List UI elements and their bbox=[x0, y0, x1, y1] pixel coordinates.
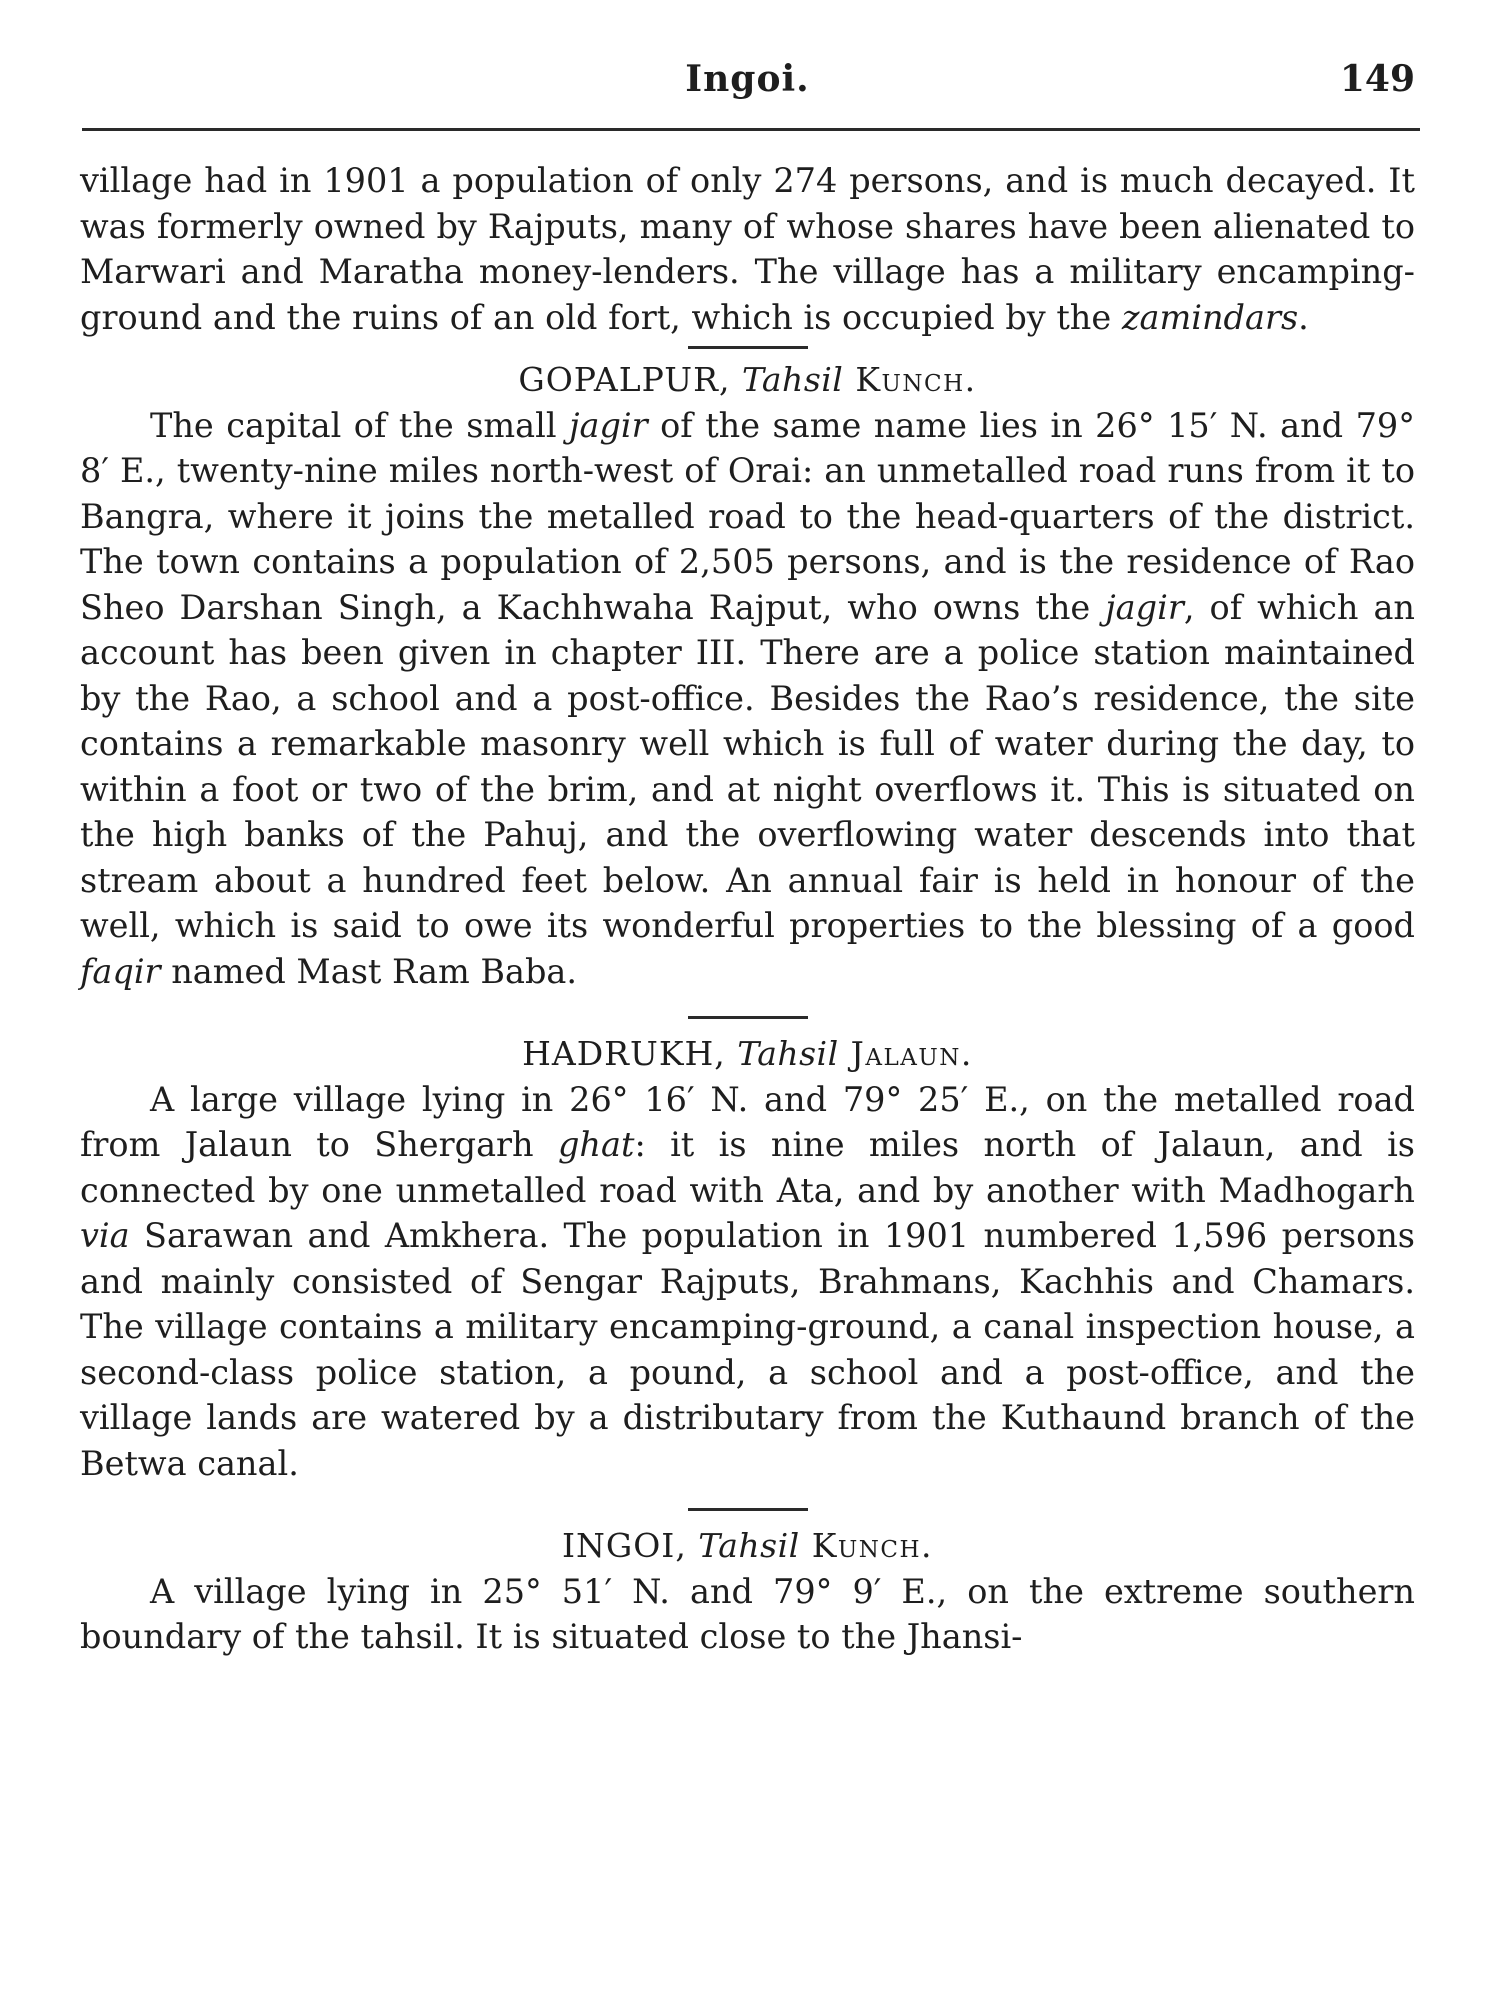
section-heading-gopalpur bbox=[80, 357, 1415, 403]
heading-name: GOPALPUR, bbox=[518, 360, 742, 399]
page-title: Ingoi. bbox=[685, 58, 810, 100]
gopalpur-text-1: The capital of the small bbox=[150, 405, 570, 445]
intro-text-1: village had in 1901 a population of only 274 persons, and is much decayed. It was formerly owned by Rajputs, many of whose shares have been alienated to Marwari and Maratha money-lenders. The village has a military encamping-ground and the ruins of an old fort, which is occupied by the bbox=[80, 161, 1415, 337]
section-divider bbox=[688, 346, 808, 349]
heading-place: Jalaun. bbox=[838, 1034, 973, 1073]
running-head bbox=[80, 58, 1415, 108]
intro-paragraph bbox=[80, 158, 1415, 340]
intro-italic-1: zamindars bbox=[1121, 297, 1299, 337]
hadrukh-paragraph bbox=[80, 1077, 1415, 1487]
page-number: 149 bbox=[1339, 58, 1415, 100]
heading-place: Kunch. bbox=[843, 360, 977, 399]
gopalpur-text-2: of the same name lies in 26° 15′ N. and 79° 8′ E., twenty-nine miles north-west of Orai: an unmetalled road runs from it to Bangra, where it joins the metalled road to the head-quarters of the district. The town contains a population of 2,505 persons, and is the residence of Rao Sheo Darshan Singh, a Kachhwaha Rajput, who owns the bbox=[80, 405, 1415, 627]
hadrukh-italic-2: via bbox=[80, 1216, 130, 1255]
section-heading-ingoi bbox=[80, 1523, 1415, 1569]
hadrukh-italic-1: ghat bbox=[557, 1125, 635, 1164]
heading-name: HADRUKH, bbox=[522, 1034, 738, 1073]
gopalpur-italic-3: faqir bbox=[80, 951, 161, 991]
section-divider bbox=[688, 1016, 808, 1019]
gopalpur-italic-1: jagir bbox=[569, 405, 648, 445]
heading-tahsil: Tahsil bbox=[698, 1526, 800, 1565]
section-heading-hadrukh bbox=[80, 1031, 1415, 1077]
gopalpur-paragraph bbox=[80, 403, 1415, 995]
header-rule bbox=[82, 128, 1420, 131]
heading-tahsil: Tahsil bbox=[741, 360, 844, 399]
hadrukh-text-2: : it is nine miles north of Jalaun, and is connected by one unmetalled road with Ata, and by another with Madhogarh bbox=[80, 1125, 1415, 1210]
heading-place: Kunch. bbox=[799, 1526, 934, 1565]
heading-tahsil: Tahsil bbox=[737, 1034, 839, 1073]
gopalpur-text-3: , of which an account has been given in chapter III. There are a police station maintained by the Rao, a school and a post-office. Besides the Rao’s residence, the site contains a remarkable masonry well which is full of water during the day, to within a foot or two of the brim, and at night overflows it. This is situated on the high banks of the Pahuj, and the overflowing water descends into that stream about a hundred feet below. An annual fair is held in honour of the well, which is said to owe its wonderful properties to the blessing of a good bbox=[80, 587, 1415, 945]
hadrukh-text-3: Sarawan and Amkhera. The population in 1901 numbered 1,596 persons and mainly consisted of Sengar Rajputs, Brahmans, Kachhis and Chamars. The village contains a military encamping-ground, a canal inspection house, a second-class police station, a pound, a school and a post-office, and the village lands are watered by a distributary from the Kuthaund branch of the Betwa canal. bbox=[80, 1216, 1415, 1483]
gopalpur-text-4: named Mast Ram Baba. bbox=[160, 951, 578, 991]
body-text bbox=[80, 158, 1415, 1660]
section-divider bbox=[688, 1508, 808, 1511]
ingoi-text-1: A village lying in 25° 51′ N. and 79° 9′ E., on the extreme southern boundary of the tahsil. It is situated close to the Jhansi- bbox=[80, 1571, 1415, 1656]
heading-name: INGOI, bbox=[561, 1526, 699, 1565]
gopalpur-italic-2: jagir bbox=[1105, 587, 1184, 627]
ingoi-paragraph bbox=[80, 1569, 1415, 1660]
hadrukh-text-1: A large village lying in 26° 16′ N. and 79° 25′ E., on the metalled road from Jalaun to Shergarh bbox=[80, 1079, 1415, 1164]
intro-text-2: . bbox=[1298, 297, 1309, 337]
